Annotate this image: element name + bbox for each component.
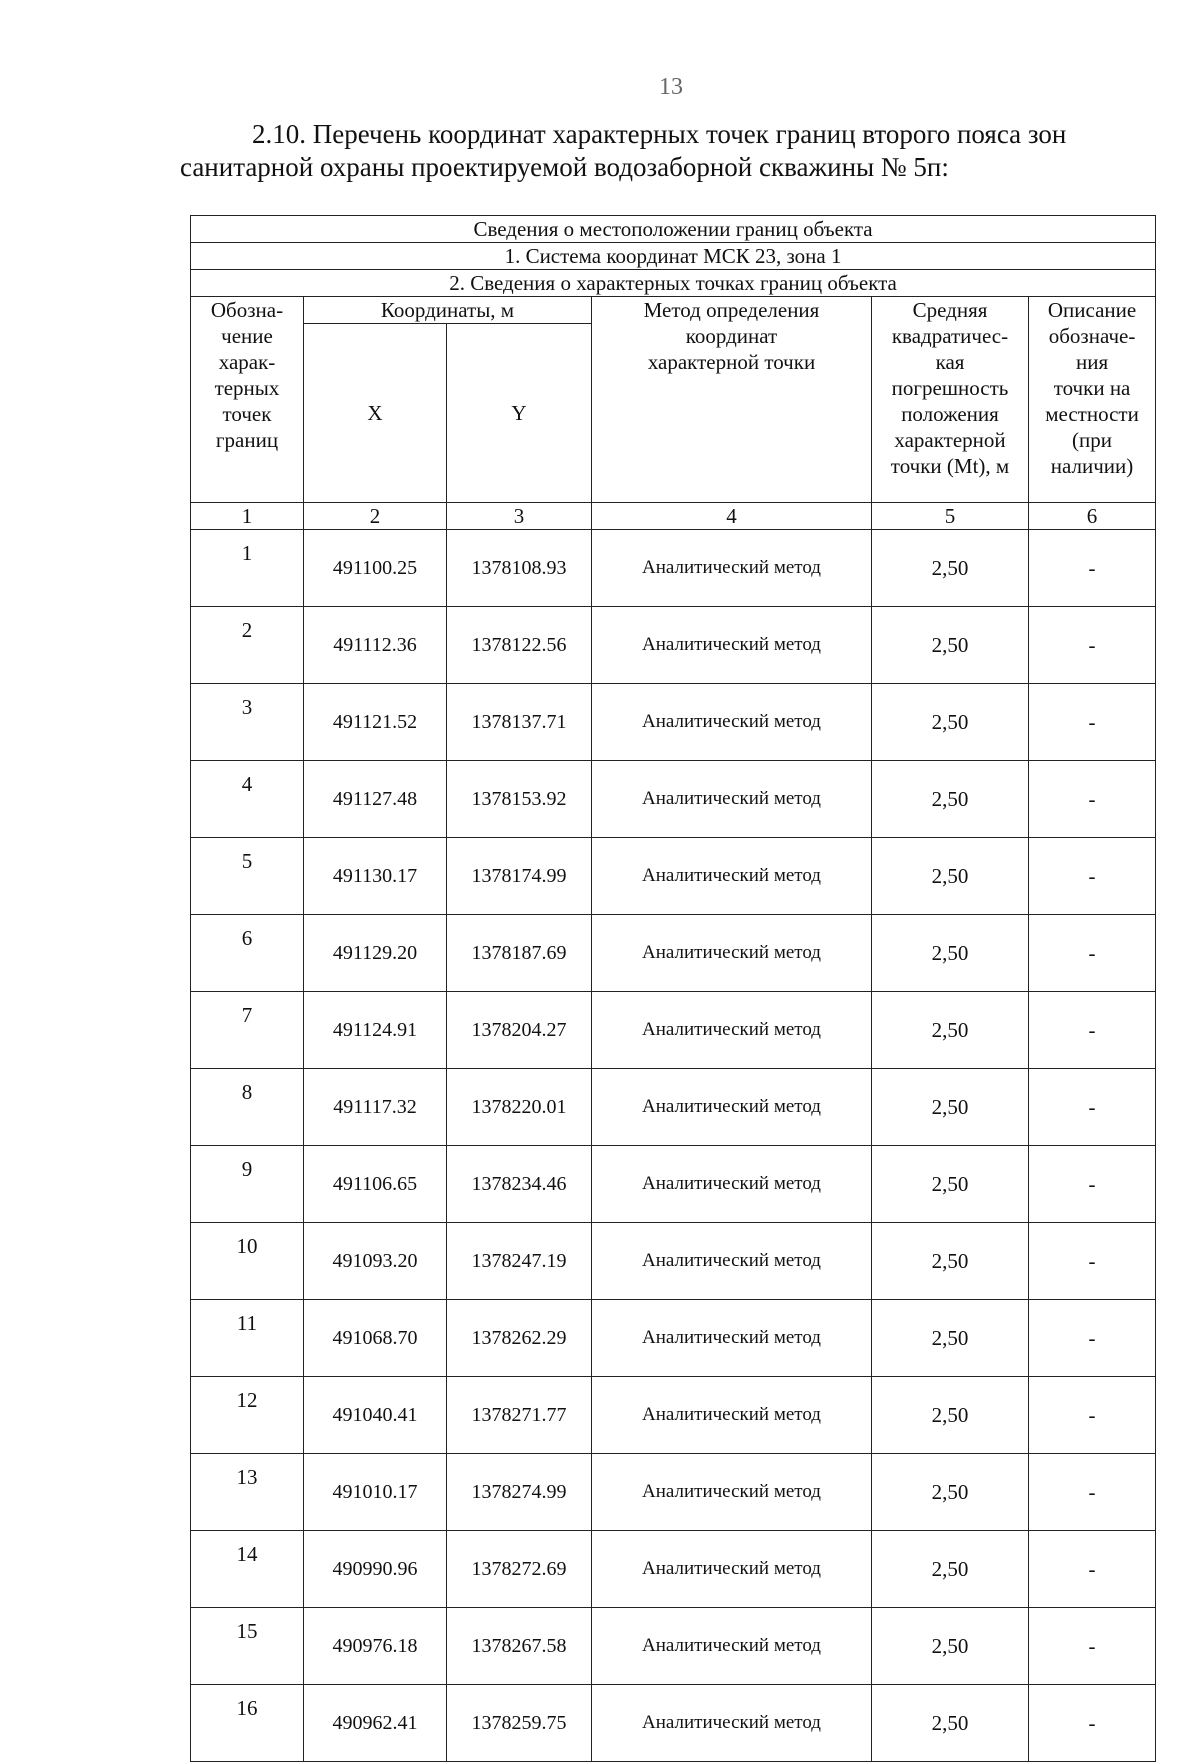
description-cell: -: [1029, 1531, 1156, 1608]
header-description: [1029, 297, 1156, 503]
description-cell: -: [1029, 530, 1156, 607]
point-number-cell: 12: [191, 1377, 304, 1454]
description-cell: -: [1029, 1300, 1156, 1377]
x-coordinate-cell: 490976.18: [304, 1608, 447, 1685]
header-accuracy: [872, 297, 1029, 503]
x-coordinate-cell: 491130.17: [304, 838, 447, 915]
description-cell: -: [1029, 1685, 1156, 1762]
point-number-cell: 7: [191, 992, 304, 1069]
method-cell: Аналитический метод: [592, 1223, 872, 1300]
x-coordinate-cell: 491121.52: [304, 684, 447, 761]
y-coordinate-cell: 1378272.69: [447, 1531, 592, 1608]
y-coordinate-cell: 1378247.19: [447, 1223, 592, 1300]
accuracy-cell: 2,50: [872, 1685, 1029, 1762]
table-row: [191, 915, 1156, 992]
column-number-row: [191, 503, 1156, 530]
x-coordinate-cell: 491093.20: [304, 1223, 447, 1300]
table-title: Сведения о местоположении границ объекта: [191, 216, 1156, 243]
method-cell: Аналитический метод: [592, 1685, 872, 1762]
x-coordinate-cell: 491100.25: [304, 530, 447, 607]
description-cell: -: [1029, 838, 1156, 915]
page-number: 13: [659, 74, 683, 100]
description-cell: -: [1029, 1223, 1156, 1300]
section-heading: [180, 118, 1147, 184]
accuracy-cell: 2,50: [872, 530, 1029, 607]
x-coordinate-cell: 490990.96: [304, 1531, 447, 1608]
coordinates-table: [190, 215, 1156, 1762]
accuracy-cell: 2,50: [872, 607, 1029, 684]
table-row: [191, 1608, 1156, 1685]
column-header-row: [191, 297, 1156, 324]
point-number-cell: 16: [191, 1685, 304, 1762]
description-cell: -: [1029, 1069, 1156, 1146]
point-number-cell: 1: [191, 530, 304, 607]
method-cell: Аналитический метод: [592, 1531, 872, 1608]
description-cell: -: [1029, 1608, 1156, 1685]
x-coordinate-cell: 491124.91: [304, 992, 447, 1069]
y-coordinate-cell: 1378153.92: [447, 761, 592, 838]
table-row: [191, 992, 1156, 1069]
method-cell: Аналитический метод: [592, 915, 872, 992]
x-coordinate-cell: 491106.65: [304, 1146, 447, 1223]
description-cell: -: [1029, 915, 1156, 992]
description-cell: -: [1029, 684, 1156, 761]
y-coordinate-cell: 1378122.56: [447, 607, 592, 684]
points-info: 2. Сведения о характерных точках границ объекта: [191, 270, 1156, 297]
y-coordinate-cell: 1378234.46: [447, 1146, 592, 1223]
header-designation: [191, 297, 304, 503]
column-number: 4: [592, 503, 872, 530]
table-row: [191, 1531, 1156, 1608]
header-coordinates: Координаты, м: [304, 297, 592, 324]
method-cell: Аналитический метод: [592, 761, 872, 838]
accuracy-cell: 2,50: [872, 1300, 1029, 1377]
point-number-cell: 14: [191, 1531, 304, 1608]
point-number-cell: 8: [191, 1069, 304, 1146]
y-coordinate-cell: 1378204.27: [447, 992, 592, 1069]
y-coordinate-cell: 1378259.75: [447, 1685, 592, 1762]
description-cell: -: [1029, 1454, 1156, 1531]
accuracy-cell: 2,50: [872, 1146, 1029, 1223]
method-cell: Аналитический метод: [592, 1608, 872, 1685]
coordinate-system: 1. Система координат МСК 23, зона 1: [191, 243, 1156, 270]
y-coordinate-cell: 1378274.99: [447, 1454, 592, 1531]
x-coordinate-cell: 491129.20: [304, 915, 447, 992]
x-coordinate-cell: 491010.17: [304, 1454, 447, 1531]
table-row: [191, 1685, 1156, 1762]
table-row: [191, 1223, 1156, 1300]
description-cell: -: [1029, 992, 1156, 1069]
table-title-row: [191, 216, 1156, 243]
description-cell: -: [1029, 761, 1156, 838]
y-coordinate-cell: 1378220.01: [447, 1069, 592, 1146]
table-row: [191, 1069, 1156, 1146]
x-coordinate-cell: 491040.41: [304, 1377, 447, 1454]
y-coordinate-cell: 1378174.99: [447, 838, 592, 915]
table-row: [191, 1146, 1156, 1223]
accuracy-cell: 2,50: [872, 1377, 1029, 1454]
description-cell: -: [1029, 607, 1156, 684]
points-info-row: [191, 270, 1156, 297]
accuracy-cell: 2,50: [872, 1531, 1029, 1608]
column-number: 3: [447, 503, 592, 530]
point-number-cell: 10: [191, 1223, 304, 1300]
table-row: [191, 684, 1156, 761]
description-cell: -: [1029, 1146, 1156, 1223]
table-row: [191, 530, 1156, 607]
y-coordinate-cell: 1378262.29: [447, 1300, 592, 1377]
column-number: 2: [304, 503, 447, 530]
method-cell: Аналитический метод: [592, 607, 872, 684]
column-number: 1: [191, 503, 304, 530]
point-number-cell: 2: [191, 607, 304, 684]
header-method: [592, 297, 872, 503]
point-number-cell: 11: [191, 1300, 304, 1377]
method-cell: Аналитический метод: [592, 1300, 872, 1377]
header-method-text: Метод определения координат характерной точки: [643, 298, 820, 374]
column-number: 6: [1029, 503, 1156, 530]
x-coordinate-cell: 491127.48: [304, 761, 447, 838]
point-number-cell: 13: [191, 1454, 304, 1531]
method-cell: Аналитический метод: [592, 1377, 872, 1454]
point-number-cell: 4: [191, 761, 304, 838]
heading-line-2: санитарной охраны проектируемой водозаборной скважины № 5п:: [180, 152, 949, 182]
table-row: [191, 607, 1156, 684]
header-y: Y: [447, 324, 592, 503]
x-coordinate-cell: 490962.41: [304, 1685, 447, 1762]
header-description-text: Описание обозначе- ния точки на местности (при наличии): [1045, 298, 1139, 478]
accuracy-cell: 2,50: [872, 838, 1029, 915]
x-coordinate-cell: 491112.36: [304, 607, 447, 684]
heading-line-1: 2.10. Перечень координат характерных точек границ второго пояса зон: [252, 119, 1067, 149]
accuracy-cell: 2,50: [872, 1069, 1029, 1146]
y-coordinate-cell: 1378271.77: [447, 1377, 592, 1454]
y-coordinate-cell: 1378267.58: [447, 1608, 592, 1685]
method-cell: Аналитический метод: [592, 684, 872, 761]
point-number-cell: 9: [191, 1146, 304, 1223]
accuracy-cell: 2,50: [872, 915, 1029, 992]
x-coordinate-cell: 491068.70: [304, 1300, 447, 1377]
accuracy-cell: 2,50: [872, 1454, 1029, 1531]
table-row: [191, 838, 1156, 915]
header-accuracy-text: Средняя квадратичес- кая погрешность положения характерной точки (Mt), м: [890, 298, 1010, 478]
header-x: X: [304, 324, 447, 503]
accuracy-cell: 2,50: [872, 1608, 1029, 1685]
method-cell: Аналитический метод: [592, 1069, 872, 1146]
y-coordinate-cell: 1378137.71: [447, 684, 592, 761]
point-number-cell: 6: [191, 915, 304, 992]
description-cell: -: [1029, 1377, 1156, 1454]
method-cell: Аналитический метод: [592, 530, 872, 607]
y-coordinate-cell: 1378108.93: [447, 530, 592, 607]
point-number-cell: 3: [191, 684, 304, 761]
y-coordinate-cell: 1378187.69: [447, 915, 592, 992]
point-number-cell: 5: [191, 838, 304, 915]
table-row: [191, 761, 1156, 838]
accuracy-cell: 2,50: [872, 992, 1029, 1069]
method-cell: Аналитический метод: [592, 1454, 872, 1531]
accuracy-cell: 2,50: [872, 761, 1029, 838]
table-row: [191, 1377, 1156, 1454]
accuracy-cell: 2,50: [872, 1223, 1029, 1300]
point-number-cell: 15: [191, 1608, 304, 1685]
table-row: [191, 1300, 1156, 1377]
method-cell: Аналитический метод: [592, 992, 872, 1069]
accuracy-cell: 2,50: [872, 684, 1029, 761]
method-cell: Аналитический метод: [592, 838, 872, 915]
column-number: 5: [872, 503, 1029, 530]
x-coordinate-cell: 491117.32: [304, 1069, 447, 1146]
header-designation-text: Обозна- чение харак- терных точек границ: [210, 298, 284, 452]
table-row: [191, 1454, 1156, 1531]
coordinate-system-row: [191, 243, 1156, 270]
method-cell: Аналитический метод: [592, 1146, 872, 1223]
